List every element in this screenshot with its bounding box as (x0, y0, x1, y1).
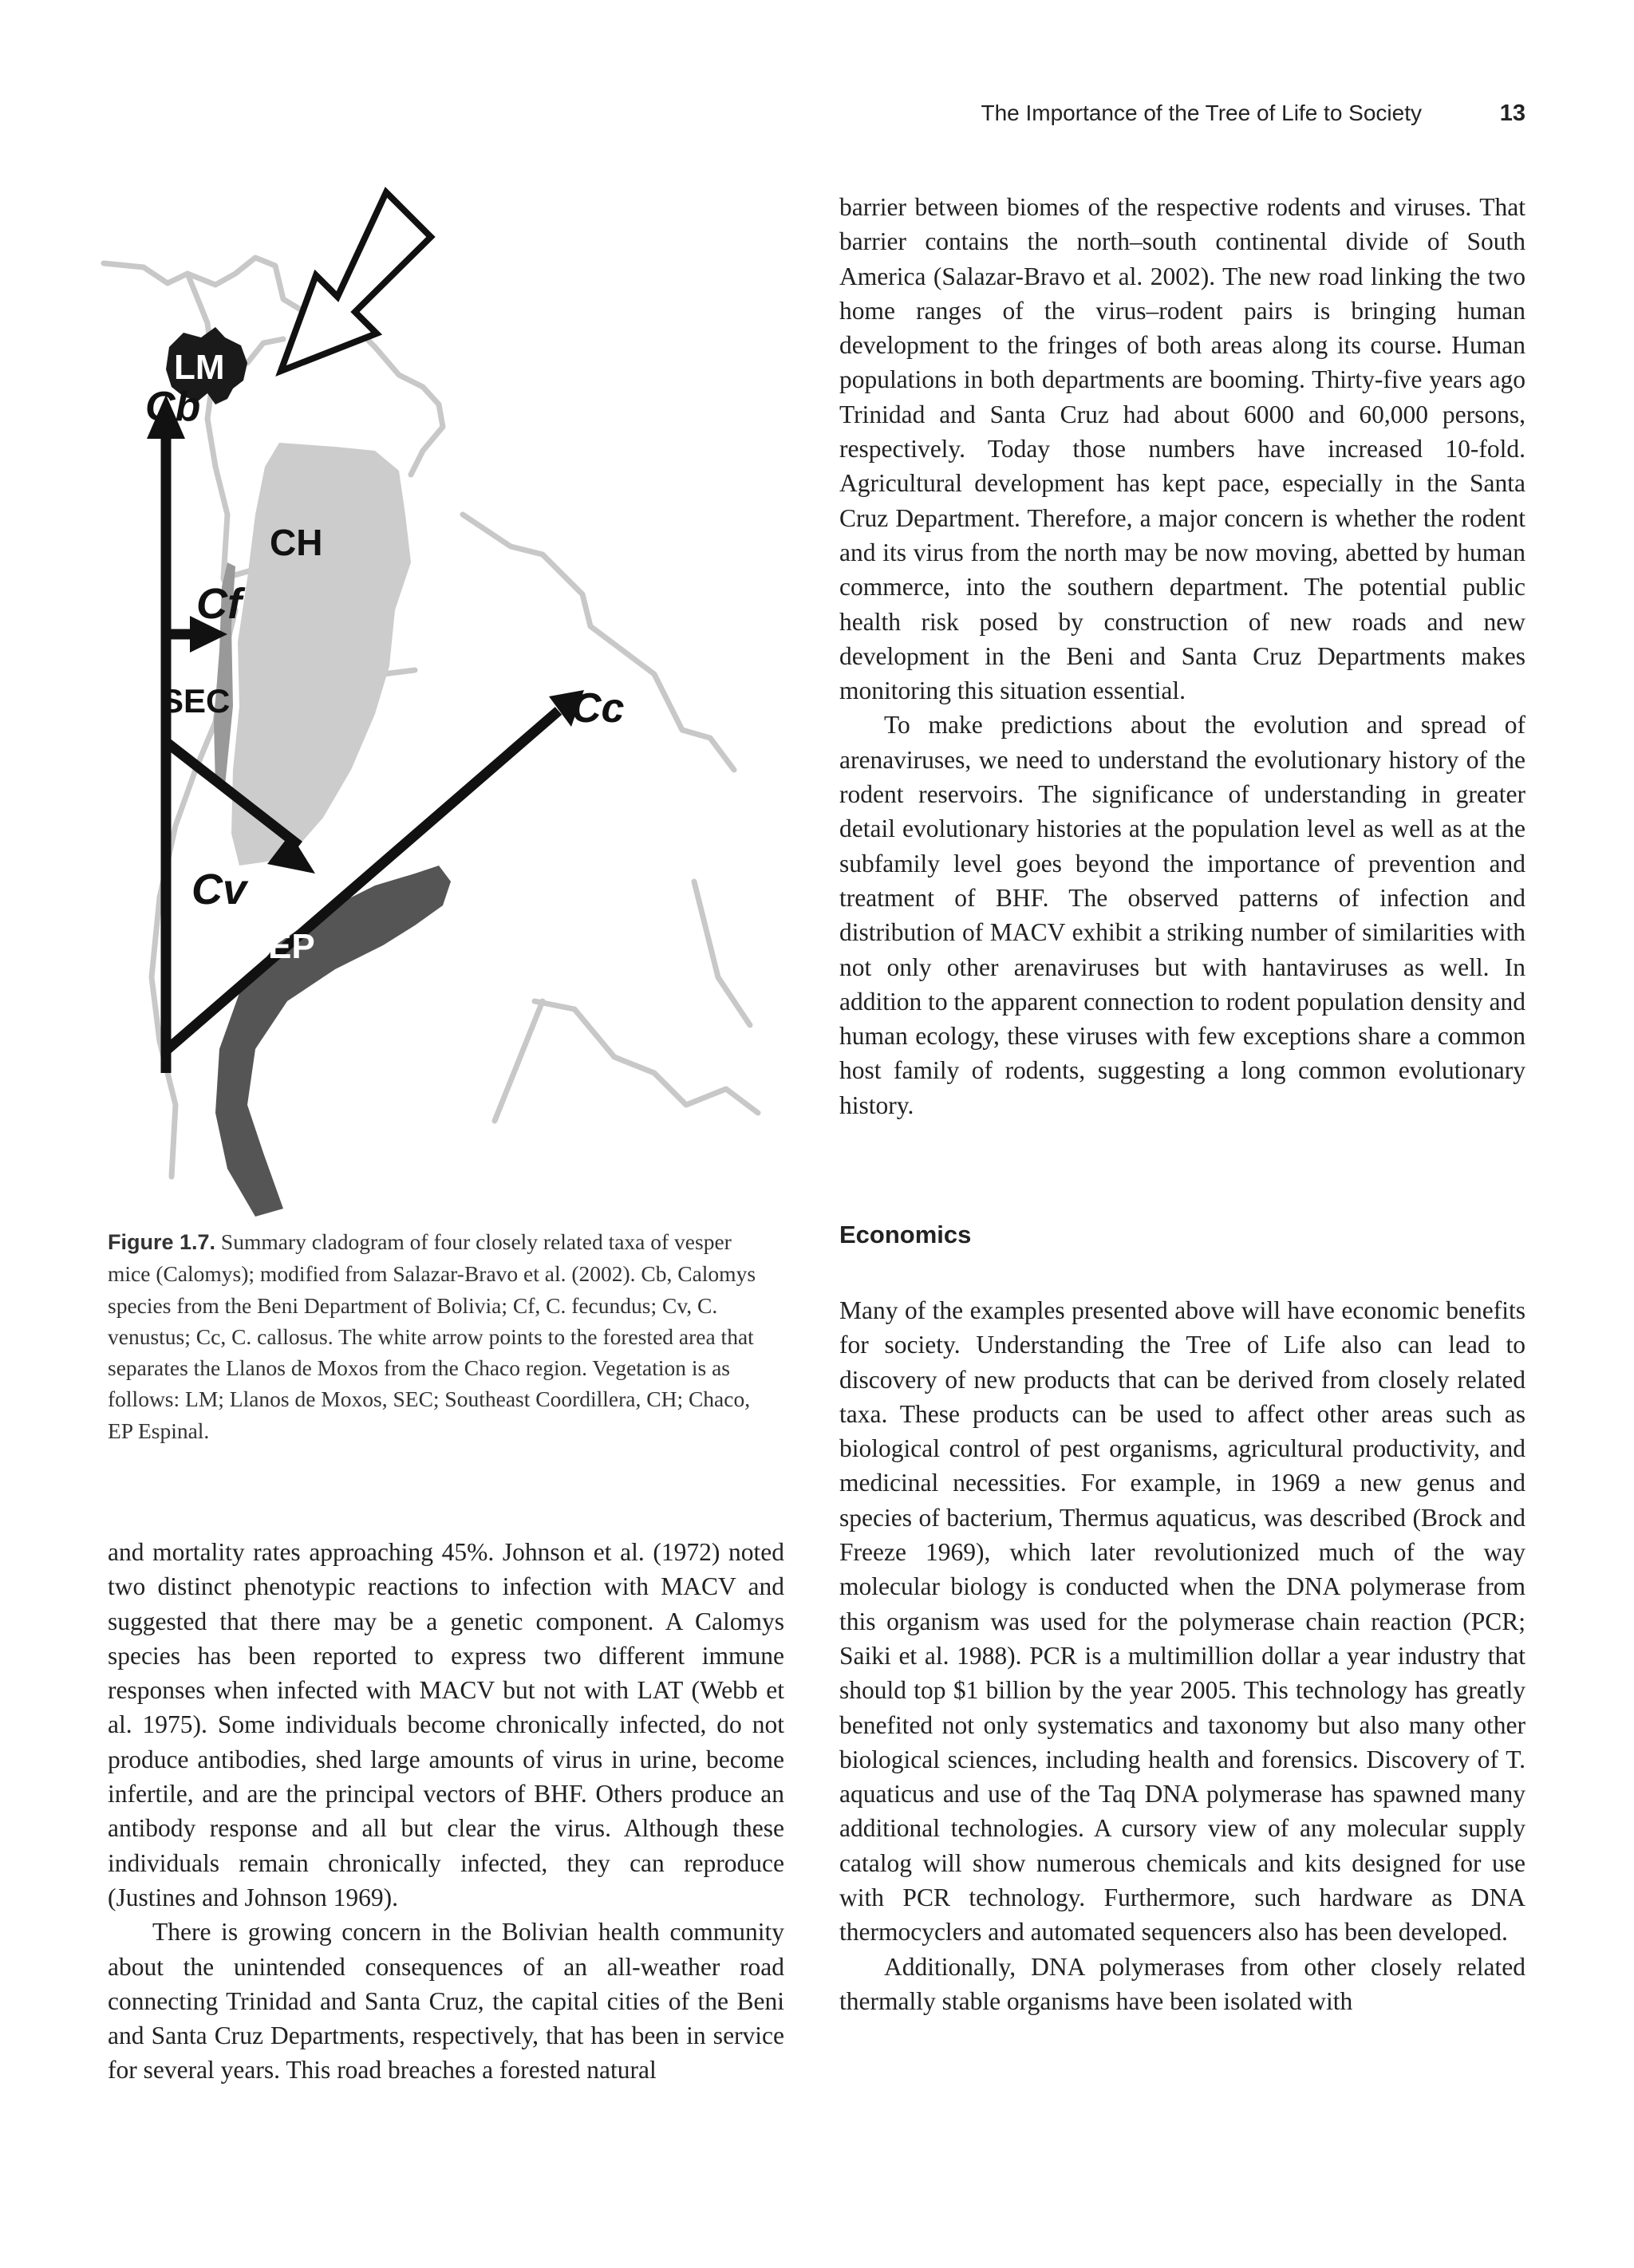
paragraph: and mortality rates approaching 45%. Johnson et al. (1972) noted two distinct phenotypic reactions to infection with MACV and suggested that there may be a genetic component. A Calomys species has been reported to express two different immune responses when infected with MACV but not with LAT (Webb et al. 1975). Some individuals become chronically infected, do not produce antibodies, shed large amounts of virus in urine, become infertile, and are the principal vectors of BHF. Others produce an antibody response and all but clear the virus. Although these individuals remain chronically infected, they can reproduce (Justines and Johnson 1969). (108, 1538, 784, 1911)
border-east-1 (463, 515, 734, 770)
running-header (878, 101, 1525, 132)
label-cc: Cc (571, 685, 625, 732)
border-southeast (694, 882, 750, 1025)
paragraph: To make predictions about the evolution and spread of arenaviruses, we need to understand the evolutionary history of the rodent reservoirs. The significance of understanding in greater detail evolutionary histories at the population level as well as at the subfamily level goes beyond the importance of prevention and treatment of BHF. The observed patterns of infection and distribution of MACV exhibit a striking number of similarities with not only other arenaviruses but with hantaviruses as well. In addition to the apparent connection to rodent population density and human ecology, these viruses with few exceptions share a common host family of rodents, suggesting a long common evolutionary history. (839, 711, 1525, 1119)
figure-caption (108, 1226, 778, 1446)
label-ep: EP (268, 927, 315, 966)
right-column-top (839, 190, 1525, 1122)
border-south (495, 1001, 543, 1121)
paragraph: Many of the examples presented above will have economic benefits for society. Understanding the Tree of Life also can lead to discovery of new products that can be derived from closely related taxa. These products can be used to affect other areas such as biological control of pest organisms, agricultural productivity, and medicinal necessities. For example, in 1969 a new genus and species of bacterium, Thermus aquaticus, was described (Brock and Freeze 1969), which later revolutionized much of the way molecular biology is conducted when the DNA polymerase from this organism was used for the polymerase chain reaction (PCR; Saiki et al. 1988). PCR is a multimillion dollar a year industry that should top $1 billion by the year 2005. This technology has greatly benefited not only systematics and taxonomy but also many other biological sciences, including health and forensics. Discovery of T. aquaticus and use of the Taq DNA polymerase has spawned many additional technologies. A cursory view of any molecular supply catalog will show numerous chemicals and kits designed for use with PCR technology. Furthermore, such hardware as DNA thermocyclers and automated sequencers also has been developed. (839, 1296, 1525, 1947)
border-east-2 (535, 1001, 758, 1113)
espinal-region (215, 866, 451, 1217)
page-number: 13 (1499, 101, 1525, 126)
label-lm: LM (174, 348, 225, 387)
section-heading-economics: Economics (839, 1221, 972, 1248)
label-cb: Cb (145, 384, 201, 430)
cladogram-map-svg (96, 179, 798, 1217)
figure-1-7-map (96, 179, 798, 1217)
paragraph: There is growing concern in the Bolivian health community about the unintended consequences of an all-weather road connecting Trinidad and Santa Cruz, the capital cities of the Beni and Santa Cruz Departments, respectively, that has been in service for several years. This road breaches a forested natural (108, 1918, 784, 2085)
border-north (104, 258, 443, 475)
label-cf: Cf (196, 580, 242, 628)
chaco-region (231, 443, 411, 866)
label-ch: CH (270, 522, 323, 563)
running-title: The Importance of the Tree of Life to Society (981, 101, 1422, 125)
right-column-bottom (839, 1293, 1525, 2018)
label-sec: SEC (161, 682, 231, 720)
left-column (108, 1535, 784, 2088)
label-cv: Cv (191, 866, 247, 913)
paragraph: barrier between biomes of the respective rodents and viruses. That barrier contains the north–south continental divide of South America (Salazar-Bravo et al. 2002). The new road linking the two home ranges of the virus–rodent pairs is bringing human development to the fringes of both areas along its course. Human populations in both departments are booming. Thirty-five years ago Trinidad and Santa Cruz had about 6000 and 60,000 persons, respectively. Today those numbers have increased 10-fold. Agricultural development has kept pace, especially in the Santa Cruz Department. Therefore, a major concern is whether the rodent and its virus from the north may be now moving, abetted by human commerce, into the southern department. The potential public health risk posed by construction of new roads and new development in the Beni and Santa Cruz Departments makes monitoring this situation essential. (839, 193, 1525, 705)
paragraph: Additionally, DNA polymerases from other closely related thermally stable organisms have been isolated with (839, 1952, 1525, 2015)
white-arrow-icon (281, 192, 431, 371)
caption-label: Figure 1.7. (108, 1230, 216, 1254)
caption-text: Summary cladogram of four closely related taxa of vesper mice (Calomys); modified from Salazar-Bravo et al. (2002). Cb, Calomys species from the Beni Department of Bolivia; Cf, C. fecundus; Cv, C. venustus; Cc, C. callosus. The white arrow points to the forested area that separates the Llanos de Moxos from the Chaco region. Vegetation is as follows: LM; Llanos de Moxos, SEC; Southeast Coordillera, CH; Chaco, EP Espinal. (108, 1229, 756, 1443)
